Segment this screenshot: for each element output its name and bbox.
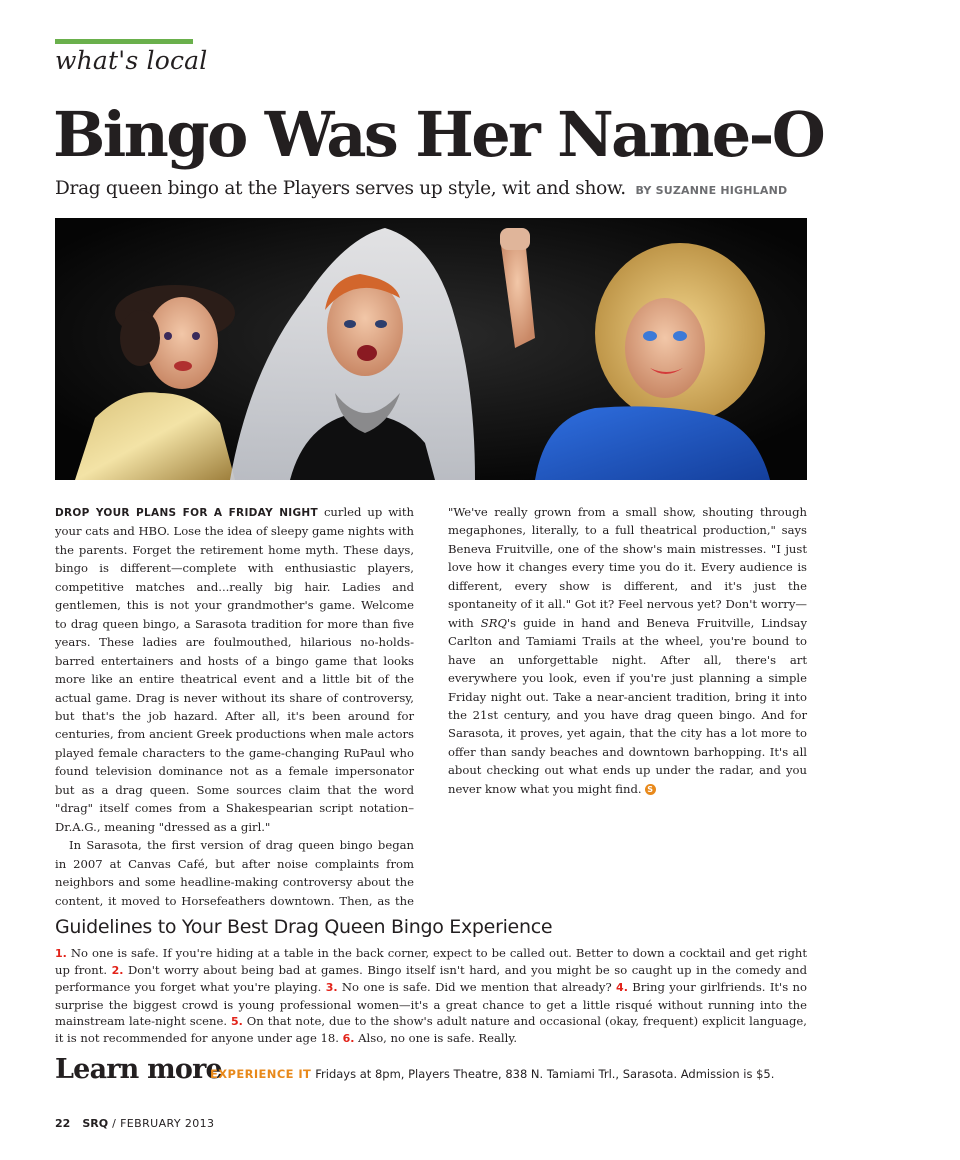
paragraph-3 (448, 503, 807, 798)
paragraph-1-text: curled up with your cats and HBO. Lose the idea of sleepy game nights with the parents. Forget the retirement home myth. These days, bingo is different—complete with enthusiastic players, competitive matches and...really big hair. Ladies and gentlemen, this is not your grandmother's game. Welcome to drag queen bingo, a Sarasota tradition for more than five years. These ladies are foulmouthed, hilarious no-holds-barred entertainers and hosts of a bingo game that looks more like an entire theatrical event and a little bit of the actual game. Drag is never without its share of controversy, but that's the job hazard. After all, it's been around for centuries, from ancient Greek productions when male actors played female characters to the game-changing RuPaul who found television dominance not as a female impersonator but as a drag queen. Some sources claim that the word "drag" itself comes from a Shakespearian script notation– Dr.A.G., meaning "dressed as a girl." (55, 505, 414, 834)
article-column-left (55, 503, 414, 910)
section-label: what's local (55, 46, 208, 75)
learn-more-info (210, 1067, 774, 1081)
guidelines-heading: Guidelines to Your Best Drag Queen Bingo Experience (55, 916, 553, 938)
guideline-text: No one is safe. If you're hiding at a table in the back corner, expect to be called out. Better to down a cocktail and get right up front. (55, 946, 807, 978)
article-dek (55, 178, 787, 199)
paragraph-3-text-a: "We've really grown from a small show, shouting through megaphones, literally, to a full theatrical production," says Beneva Fruitville, one of the show's main mistresses. "I just love how it changes every time you do it. Every audience is different, every show is different, and it's just the spontaneity of it all." Got it? Feel nervous yet? Don't worry— with (448, 505, 807, 630)
guideline-number: 4. (616, 981, 628, 995)
learn-more-title: Learn more (55, 1054, 222, 1085)
page-footer (55, 1117, 214, 1130)
guidelines-list (55, 945, 807, 1047)
guideline-text: Don't worry about being bad at games. Bingo itself isn't hard, and you might be so caught up in the comedy and performance you forget what you're playing. (55, 963, 807, 995)
guideline-text: Also, no one is safe. Really. (354, 1031, 518, 1046)
srq-italic: SRQ (480, 615, 507, 630)
paragraph-3-text-b: 's guide in hand and Beneva Fruitville, Lindsay Carlton and Tamiami Trails at the wheel, you're bound to have an unforgettable night. After all, there's art everywhere you look, even if you're just planning a simple Friday night out. Take a near-ancient tradition, bring it into the 21st century, and you have drag queen bingo. And for Sarasota, it proves, yet again, that the city has a lot more to offer than sandy beaches and downtown barhopping. It's all about checking out what ends up under the radar, and you never know what you might find. (448, 615, 807, 796)
guideline-number: 3. (325, 981, 338, 995)
article-headline: Bingo Was Her Name-O (53, 98, 824, 171)
guideline-number: 2. (111, 964, 124, 978)
drag-queens-photo-illustration (55, 218, 807, 480)
byline: BY SUZANNE HIGHLAND (635, 184, 788, 197)
issue-date: / FEBRUARY 2013 (112, 1117, 215, 1130)
magazine-name: SRQ (82, 1117, 109, 1130)
guideline-number: 5. (230, 1014, 243, 1028)
experience-it-label: EXPERIENCE IT (210, 1067, 312, 1081)
guideline-text: No one is safe. Did we mention that already? (337, 980, 617, 995)
section-rule (55, 39, 193, 44)
guideline-text: Bring your girlfriends. It's no surprise the biggest crowd is young professional women—it's a great chance to get a little risqué without running into the mainstream late-night scene. (55, 980, 807, 1028)
end-mark-icon: S (645, 784, 656, 795)
paragraph-2: In Sarasota, the first version of drag queen bingo began in 2007 at Canvas Café, but after noise complaints from neighbors and some headline-making controversy about the content, it moved to Horsefeathers downtown. Then, as the (55, 838, 414, 908)
lead-in: DROP YOUR PLANS FOR A FRIDAY NIGHT (55, 507, 318, 519)
paragraph-1 (55, 503, 414, 836)
article-column-right (448, 503, 807, 798)
article-photo (55, 218, 807, 480)
event-details: Fridays at 8pm, Players Theatre, 838 N. Tamiami Trl., Sarasota. Admission is $5. (315, 1067, 775, 1081)
page-number: 22 (55, 1117, 71, 1130)
guideline-number: 1. (55, 947, 67, 960)
guideline-text: On that note, due to the show's adult nature and occasional (okay, frequent) explicit language, it is not recommended for anyone under age 18. (55, 1013, 807, 1046)
dek-text: Drag queen bingo at the Players serves up style, wit and show. (55, 178, 626, 199)
guideline-number: 6. (342, 1032, 355, 1046)
